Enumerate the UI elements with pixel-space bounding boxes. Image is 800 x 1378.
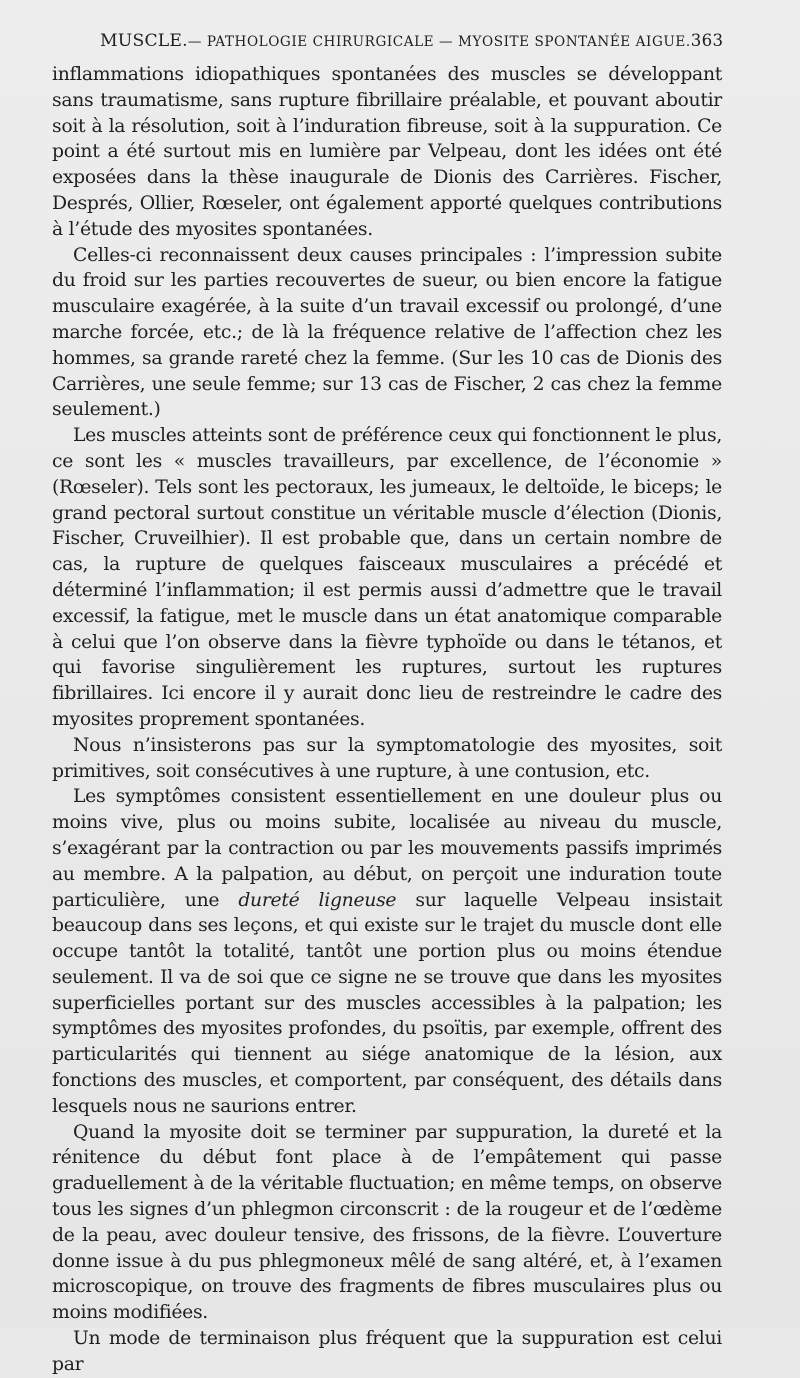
paragraph-causes: Celles-ci reconnaissent deux causes principales : l’impression subite du froid sur les parties recouvertes de sueur, ou bien encore la fatigue musculaire exagérée, à la suite d’un travail excessif ou prolongé, d’une marche forcée, etc.; de là la fréquence relative de l’affection chez les hommes, sa grande rareté chez la femme. (Sur les 10 cas de Dionis des Carrières, une seule femme; sur 13 cas de Fischer, 2 cas chez la femme seulement.) <box>52 244 722 421</box>
paragraph-termination: Un mode de terminaison plus fréquent que la suppuration est celui par <box>52 1328 722 1375</box>
header-section: MUSCLE. <box>100 31 188 51</box>
paragraph-symptomatology-intro: Nous n’insisterons pas sur la symptomatologie des myosites, soit primitives, soit consécutives à une rupture, à une contusion, etc. <box>52 734 722 782</box>
page-number: 363 <box>690 31 724 50</box>
symptoms-text-before: Les symptômes consistent essentiellement en une douleur plus ou moins vive, plus ou moins subite, localisée au niveau du muscle, s’exagérant par la contraction ou par les mouvements passifs imprimés au membre. A la palpation, au début, on perçoit une induration toute particulière, une <box>52 786 722 911</box>
emphasis-durete-ligneuse: dureté ligneuse <box>238 889 397 911</box>
page-header <box>100 31 722 55</box>
paragraph-suppuration: Quand la myosite doit se terminer par suppuration, la dureté et la rénitence du début font place à de l’empâtement qui passe graduellement à de la véritable fluctuation; en même temps, on observe tous les signes d’un phlegmon circonscrit : de la rougeur et de l’œdème de la peau, avec douleur tensive, des frissons, de la fièvre. L’ouverture donne issue à du pus phlegmoneux mêlé de sang altéré, et, à l’examen microscopique, on trouve des fragments de fibres musculaires plus ou moins modifiées. <box>52 1121 722 1324</box>
symptoms-text-after: sur laquelle Velpeau insistait beaucoup dans ses leçons, et qui existe sur le trajet du muscle dont elle occupe tantôt la totalité, tantôt une portion plus ou moins étendue seulement. Il va de soi que ce signe ne se trouve que dans les myosites superficielles portant sur des muscles accessibles à la palpation; les symptômes des myosites profondes, du psoïtis, par exemple, offrent des particularités qui tiennent au siége anatomique de la lésion, aux fonctions des muscles, et comportent, par conséquent, des détails dans lesquels nous ne saurions entrer. <box>52 889 722 1117</box>
paragraph-affected-muscles: Les muscles atteints sont de préférence ceux qui fonctionnent le plus, ce sont les « muscles travailleurs, par excellence, de l’économie » (Rœseler). Tels sont les pectoraux, les jumeaux, le deltoïde, le biceps; le grand pectoral surtout constitue un véritable muscle d’élection (Dionis, Fischer, Cruveilhier). Il est probable que, dans un certain nombre de cas, la rupture de quelques faisceaux musculaires a précédé et déterminé l’inflammation; il est permis aussi d’admettre que le travail excessif, la fatigue, met le muscle dans un état anatomique comparable à celui que l’on observe dans la fièvre typhoïde ou dans le tétanos, et qui favorise singulièrement les ruptures, surtout les ruptures fibrillaires. Ici encore il y aurait donc lieu de restreindre le cadre des myosites proprement spontanées. <box>52 425 722 730</box>
header-running-title: — PATHOLOGIE CHIRURGICALE — MYOSITE SPONTANÉE AIGUE. <box>187 34 691 50</box>
body-text <box>52 62 722 1378</box>
paragraph-symptoms <box>52 784 722 1119</box>
paragraph-continuation: inflammations idiopathiques spontanées des muscles se développant sans traumatisme, sans rupture fibrillaire préalable, et pouvant aboutir soit à la résolution, soit à l’induration fibreuse, soit à la suppuration. Ce point a été surtout mis en lumière par Velpeau, dont les idées ont été exposées dans la thèse inaugurale de Dionis des Carrières. Fischer, Després, Ollier, Rœseler, ont également apporté quelques contributions à l’étude des myosites spontanées. <box>52 64 722 240</box>
